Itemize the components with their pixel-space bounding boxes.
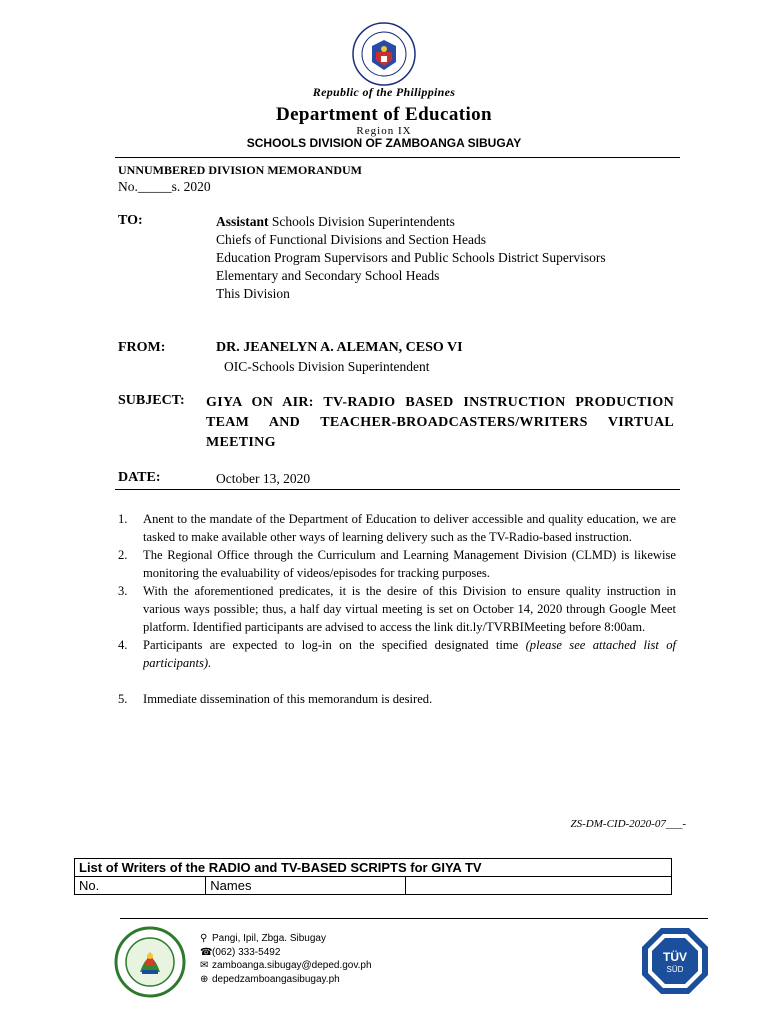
deped-seal-logo bbox=[352, 22, 416, 86]
to-recipient-4: Elementary and Secondary School Heads bbox=[216, 268, 440, 283]
from-label: FROM: bbox=[118, 340, 166, 355]
list-item: 2. The Regional Office through the Curriculum and Learning Management Division (CLMD) is likewise monitoring the evaluability of videos/episodes for tracking purposes. bbox=[118, 548, 676, 580]
table-title: List of Writers of the RADIO and TV-BASED SCRIPTS for GIYA TV bbox=[75, 859, 672, 877]
to-label: TO: bbox=[118, 213, 143, 228]
to-recipient-5: This Division bbox=[216, 286, 290, 301]
address-line: ⚲ Pangi, Ipil, Zbga. Sibugay bbox=[200, 933, 326, 944]
location-pin-icon: ⚲ bbox=[200, 933, 208, 944]
phone-line: ☎(062) 333-5492 bbox=[200, 946, 281, 958]
writers-table bbox=[74, 858, 672, 895]
footer-contact bbox=[200, 932, 372, 986]
department-heading: Department of Education bbox=[275, 104, 493, 125]
table-header-names: Names bbox=[206, 877, 672, 895]
header-divider bbox=[115, 157, 680, 158]
tuv-text: TÜV bbox=[663, 950, 687, 964]
tuv-sud-text: SÜD bbox=[666, 965, 684, 974]
phone-icon: ☎ bbox=[200, 946, 213, 958]
date-label: DATE: bbox=[118, 470, 161, 485]
email-icon: ✉ bbox=[200, 960, 209, 971]
memo-type: UNNUMBERED DIVISION MEMORANDUM bbox=[118, 163, 362, 177]
website-line: ⊕ depedzamboangasibugay.ph bbox=[200, 973, 340, 985]
date-divider bbox=[115, 489, 680, 490]
reference-code: ZS-DM-CID-2020-07___- bbox=[570, 818, 686, 830]
to-recipient-1: Assistant Schools Division Superintendents bbox=[216, 214, 455, 229]
from-name: DR. JEANELYN A. ALEMAN, CESO VI bbox=[216, 340, 463, 355]
region-heading: Region IX bbox=[356, 125, 412, 137]
list-item: 1. Anent to the mandate of the Department of Education to deliver accessible and quality education, we are tasked to make available other ways of learning delivery such as the TV-Radio-based instruction. bbox=[118, 512, 676, 544]
list-item: 5. Immediate dissemination of this memorandum is desired. bbox=[118, 692, 433, 706]
email-line: ✉ zamboanga.sibugay@deped.gov.ph bbox=[200, 960, 372, 971]
table-extra-divider bbox=[405, 876, 406, 894]
subject-label: SUBJECT: bbox=[118, 393, 185, 408]
globe-icon: ⊕ bbox=[200, 973, 209, 985]
date-value: October 13, 2020 bbox=[216, 471, 311, 486]
to-recipient-2: Chiefs of Functional Divisions and Section Heads bbox=[216, 232, 486, 247]
division-heading: SCHOOLS DIVISION OF ZAMBOANGA SIBUGAY bbox=[246, 136, 522, 150]
tuv-certification-logo bbox=[640, 926, 710, 996]
list-item: 3. With the aforementioned predicates, it is the desire of this Division to ensure quality instruction in various ways possible; thus, a half day virtual meeting is set on October 14, 2020 through Google Meet platform. Identified participants are advised to access the link dit.ly/TVRBIMeeting before 8:00am. bbox=[118, 584, 676, 634]
iso-text: ISO 9001 bbox=[666, 988, 684, 993]
to-recipient-3: Education Program Supervisors and Public Schools District Supervisors bbox=[216, 250, 606, 265]
footer-divider bbox=[120, 918, 708, 919]
memo-body-list bbox=[118, 510, 676, 708]
from-title: OIC-Schools Division Superintendent bbox=[224, 359, 430, 374]
republic-heading: Republic of the Philippines bbox=[312, 85, 456, 99]
deped-division-logo bbox=[114, 926, 186, 998]
table-header-no: No. bbox=[75, 877, 206, 895]
subject-text: GIYA ON AIR: TV-RADIO BASED INSTRUCTION PRODUCTION TEAM AND TEACHER-BROADCASTERS/WRITERS VIRTUAL MEETING bbox=[206, 395, 674, 450]
memo-number: No._____s. 2020 bbox=[118, 179, 211, 194]
list-item: 4. Participants are expected to log-in on the specified designated time (please see attached list of participants). bbox=[118, 638, 676, 670]
